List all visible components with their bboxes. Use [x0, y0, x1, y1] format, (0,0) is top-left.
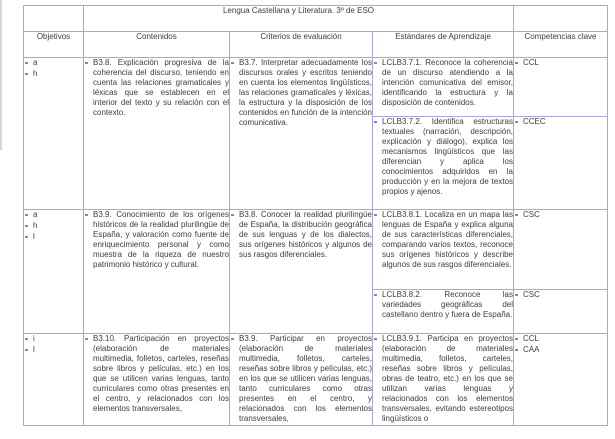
- criterio-text: B3.7. Interpretar adecuadamente los discursos orales y escritos teniendo en cuenta los elementos lingüísticos, las relaciones gramaticales y léxicas, la estructura y la disposición de los contenidos en función de la intención comunicativa.: [239, 58, 372, 127]
- table-row: [24, 334, 608, 426]
- competencia-code: CAA: [523, 345, 540, 354]
- bullet-icon: [85, 338, 88, 340]
- estandar-cell: [373, 117, 514, 210]
- contenidos-cell: [84, 58, 230, 210]
- estandar-item: [373, 117, 513, 197]
- table-title-row: [24, 6, 608, 32]
- estandar-text: LCLB3.8.1. Localiza en un mapa las lenguas de España y explica alguna de sus características diferenciales, comparando varios textos, reconoce sus orígenes históricos y describe algunos de sus rasgos diferenciales.: [382, 210, 513, 269]
- criterios-cell: [230, 334, 373, 426]
- objetivo-item: [24, 232, 83, 242]
- objetivo-letter: h: [33, 221, 38, 230]
- bullet-icon: [25, 225, 28, 227]
- estandar-cell: [373, 334, 514, 426]
- bullet-icon: [25, 73, 28, 75]
- competencias-cell: [514, 117, 608, 210]
- bullet-icon: [515, 349, 518, 351]
- competencia-code: CCEC: [523, 117, 546, 126]
- col-header-contenidos: Contenidos: [84, 32, 230, 58]
- competencia-item: [514, 334, 607, 344]
- competencia-item: [514, 290, 607, 300]
- contenido-item: [84, 334, 229, 414]
- objetivo-letter: i: [33, 334, 35, 343]
- objetivo-letter: l: [33, 232, 35, 241]
- competencia-code: CSC: [523, 210, 540, 219]
- bullet-icon: [374, 121, 377, 123]
- criterios-cell: [230, 58, 373, 210]
- bullet-icon: [515, 294, 518, 296]
- bullet-icon: [25, 338, 28, 340]
- bullet-icon: [374, 214, 377, 216]
- bullet-icon: [25, 349, 28, 351]
- objetivo-item: [24, 334, 83, 344]
- contenido-text: B3.8. Explicación progresiva de la coherencia del discurso, teniendo en cuenta las relaciones gramaticales y léxicas que se establecen en el interior del texto y su relación con el contexto.: [93, 58, 229, 117]
- table-header-row: [24, 32, 608, 58]
- bullet-icon: [25, 214, 28, 216]
- objetivo-letter: a: [33, 210, 38, 219]
- contenido-item: [84, 58, 229, 118]
- estandar-cell: [373, 290, 514, 334]
- bullet-icon: [25, 236, 28, 238]
- objetivo-item: [24, 210, 83, 220]
- objetivo-item: [24, 69, 83, 79]
- col-header-competencias: Competencias clave: [514, 32, 608, 58]
- table-row: [24, 58, 608, 117]
- estandar-text: LCLB3.7.2. Identifica estructuras textuales (narración, descripción, explicación y diálogo), explica los mecanismos lingüísticos que las diferencian y aplica los conocimientos adquiridos en la producción y en la mejora de textos propios y ajenos.: [382, 117, 513, 196]
- competencias-cell: [514, 210, 608, 290]
- page-edge-artifact: [0, 0, 2, 150]
- criterio-item: [230, 58, 372, 128]
- competencias-cell: [514, 58, 608, 117]
- competencias-cell: [514, 334, 608, 426]
- estandar-item: [373, 290, 513, 320]
- bullet-icon: [231, 338, 234, 340]
- estandar-text: LCLB3.8.2. Reconoce las variedades geográficas del castellano dentro y fuera de España.: [382, 290, 513, 319]
- bullet-icon: [85, 62, 88, 64]
- contenidos-cell: [84, 210, 230, 334]
- bullet-icon: [374, 338, 377, 340]
- criterio-text: B3.9. Participar en proyectos (elaboración de materiales multimedia, folletos, carteles, reseñas sobre libros y películas, etc.) en los que se utilicen varias lenguas, tanto curriculares como otras presentes en el centro, y relacionados con los elementos transversales,: [239, 334, 372, 423]
- contenidos-cell: [84, 334, 230, 426]
- bullet-icon: [374, 294, 377, 296]
- col-header-estandares: Estándares de Aprendizaje: [373, 32, 514, 58]
- table-row: [24, 210, 608, 290]
- objetivos-cell: [24, 210, 84, 334]
- objetivos-cell: [24, 334, 84, 426]
- estandar-cell: [373, 58, 514, 117]
- bullet-icon: [25, 62, 28, 64]
- objetivo-letter: l: [33, 345, 35, 354]
- competencia-code: CCL: [523, 58, 540, 67]
- objetivo-letter: h: [33, 69, 38, 78]
- competencia-item: [514, 345, 607, 355]
- criterio-item: [230, 334, 372, 424]
- objetivo-item: [24, 221, 83, 231]
- competencias-cell: [514, 290, 608, 334]
- bullet-icon: [231, 214, 234, 216]
- empty-corner-cell: [514, 6, 608, 32]
- col-header-criterios: Criterios de evaluación: [230, 32, 373, 58]
- bullet-icon: [231, 62, 234, 64]
- bullet-icon: [515, 121, 518, 123]
- col-header-objetivos: Objetivos: [24, 32, 84, 58]
- estandar-item: [373, 210, 513, 270]
- criterio-item: [230, 210, 372, 260]
- bullet-icon: [374, 62, 377, 64]
- contenido-item: [84, 210, 229, 270]
- criterio-text: B3.8. Conocer la realidad plurilingüe de España, la distribución geográfica de sus lenguas y de los dialectos, sus orígenes históricos y algunos de sus rasgos diferenciales.: [239, 210, 372, 259]
- empty-corner-cell: [24, 6, 84, 32]
- competencia-item: [514, 117, 607, 127]
- estandar-item: [373, 334, 513, 424]
- bullet-icon: [515, 214, 518, 216]
- objetivo-item: [24, 58, 83, 68]
- competencia-code: CSC: [523, 290, 540, 299]
- estandar-item: [373, 58, 513, 108]
- competencia-item: [514, 210, 607, 220]
- curriculum-table: [23, 5, 608, 426]
- contenido-text: B3.10. Participación en proyectos (elaboración de materiales multimedia, folletos, carteles, reseñas sobre libros y películas, etc.) en los que se utilicen varias lenguas, tanto curriculares como otras presentes en el centro, y relacionados con los elementos transversales,: [93, 334, 229, 413]
- competencia-code: CCL: [523, 334, 540, 343]
- table-title: Lengua Castellana y Literatura. 3º de ESO: [84, 6, 514, 32]
- estandar-text: LCLB3.9.1. Participa en proyectos (elaboración de materiales multimedia, folletos, carteles, reseñas sobre libros y películas, obras de teatro, etc.) en los que se utilizan varias lenguas y relacionados con los elementos transversales, evitando estereotipos lingüísticos o: [382, 334, 513, 423]
- contenido-text: B3.9. Conocimiento de los orígenes históricos de la realidad plurilingüe de España, y valoración como fuente de enriquecimiento personal y como muestra de la riqueza de nuestro patrimonio histórico y cultural.: [93, 210, 229, 269]
- bullet-icon: [515, 62, 518, 64]
- objetivo-letter: a: [33, 58, 38, 67]
- objetivos-cell: [24, 58, 84, 210]
- estandar-cell: [373, 210, 514, 290]
- bullet-icon: [515, 338, 518, 340]
- objetivo-item: [24, 345, 83, 355]
- competencia-item: [514, 58, 607, 68]
- bullet-icon: [85, 214, 88, 216]
- criterios-cell: [230, 210, 373, 334]
- estandar-text: LCLB3.7.1. Reconoce la coherencia de un discurso atendiendo a la intención comunicativa del emisor, identificando la estructura y la disposición de contenidos.: [382, 58, 513, 107]
